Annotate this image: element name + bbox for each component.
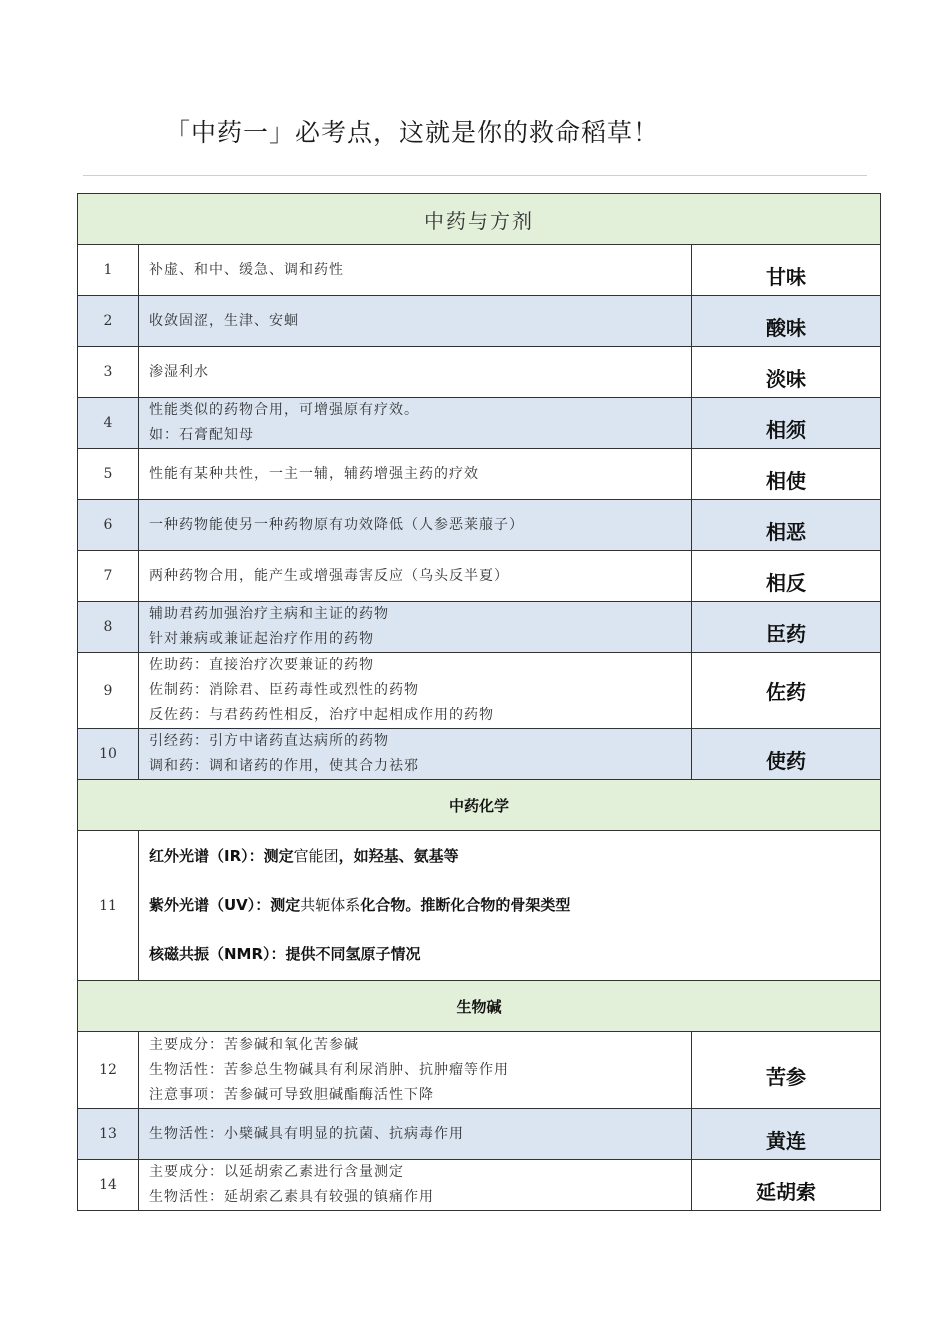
desc-line: 注意事项：苦参碱可导致胆碱酯酶活性下降 <box>149 1086 434 1103</box>
desc-line: 生物活性：小檗碱具有明显的抗菌、抗病毒作用 <box>149 1125 464 1142</box>
desc-line: 补虚、和中、缓急、调和药性 <box>149 261 344 278</box>
row-number: 6 <box>78 500 139 551</box>
row-number: 3 <box>78 347 139 398</box>
table-row <box>78 1109 881 1160</box>
row-number: 7 <box>78 551 139 602</box>
row-number: 1 <box>78 245 139 296</box>
spec-part: 化合物。推断化合物的骨架类型 <box>360 896 571 914</box>
row-number: 11 <box>78 831 139 981</box>
row-keyword: 相反 <box>692 551 881 602</box>
desc-line: 如：石膏配知母 <box>149 427 254 443</box>
spectrum-ir <box>149 832 870 881</box>
section-title: 中药与方剂 <box>78 194 881 245</box>
table-row <box>78 653 881 729</box>
row-description <box>139 1032 692 1109</box>
table-row <box>78 245 881 296</box>
table-row <box>78 831 881 981</box>
section-title: 中药化学 <box>78 780 881 831</box>
row-keyword: 臣药 <box>692 602 881 653</box>
spectra-description <box>139 831 881 981</box>
table-row <box>78 1032 881 1109</box>
row-description <box>139 653 692 729</box>
desc-line: 渗湿利水 <box>149 363 209 380</box>
table-row <box>78 551 881 602</box>
spectrum-uv <box>149 881 870 930</box>
section-header-alkaloids <box>78 981 881 1032</box>
row-keyword: 相使 <box>692 449 881 500</box>
spec-part: ，如羟基、氨基等 <box>338 847 459 865</box>
row-keyword: 延胡索 <box>692 1160 881 1211</box>
title-divider <box>83 175 867 176</box>
table-row <box>78 449 881 500</box>
row-description <box>139 296 692 347</box>
herb-table <box>77 193 881 1211</box>
row-keyword: 佐药 <box>692 653 881 729</box>
row-keyword: 甘味 <box>692 245 881 296</box>
spec-part: 核磁共振（NMR）：提供不同氢原子情况 <box>149 945 421 963</box>
desc-line: 主要成分：苦参碱和氧化苦参碱 <box>149 1036 359 1053</box>
row-description <box>139 449 692 500</box>
table-row <box>78 1160 881 1211</box>
table-row <box>78 347 881 398</box>
spec-part: 官能团 <box>293 847 339 865</box>
spectrum-nmr <box>149 930 870 979</box>
desc-line: 调和药：调和诸药的作用，使其合力祛邪 <box>149 758 419 774</box>
table-row <box>78 729 881 780</box>
row-number: 10 <box>78 729 139 780</box>
row-keyword: 淡味 <box>692 347 881 398</box>
desc-line: 性能类似的药物合用，可增强原有疗效。 <box>149 402 419 418</box>
desc-line: 生物活性：苦参总生物碱具有利尿消肿、抗肿瘤等作用 <box>149 1061 509 1078</box>
spec-part: 共轭体系 <box>300 896 361 914</box>
table-row <box>78 296 881 347</box>
row-description <box>139 1109 692 1160</box>
row-description <box>139 398 692 449</box>
row-number: 14 <box>78 1160 139 1211</box>
desc-line: 佐制药：消除君、臣药毒性或烈性的药物 <box>149 682 419 698</box>
desc-line: 两种药物合用，能产生或增强毒害反应（乌头反半夏） <box>149 567 509 584</box>
row-number: 2 <box>78 296 139 347</box>
row-keyword: 酸味 <box>692 296 881 347</box>
table-row <box>78 500 881 551</box>
row-number: 8 <box>78 602 139 653</box>
section-header-herbs <box>78 194 881 245</box>
row-keyword: 黄连 <box>692 1109 881 1160</box>
section-header-chemistry <box>78 780 881 831</box>
table-row <box>78 602 881 653</box>
row-description <box>139 551 692 602</box>
row-description <box>139 347 692 398</box>
desc-line: 针对兼病或兼证起治疗作用的药物 <box>149 631 374 647</box>
row-number: 4 <box>78 398 139 449</box>
desc-line: 性能有某种共性，一主一辅，辅药增强主药的疗效 <box>149 465 479 482</box>
row-description <box>139 729 692 780</box>
document-title: 「中药一」必考点，这就是你的救命稻草！ <box>165 118 660 147</box>
desc-line: 收敛固涩，生津、安蛔 <box>149 312 299 329</box>
row-keyword: 苦参 <box>692 1032 881 1109</box>
desc-line: 主要成分：以延胡索乙素进行含量测定 <box>149 1164 404 1180</box>
row-number: 5 <box>78 449 139 500</box>
row-description <box>139 602 692 653</box>
desc-line: 引经药：引方中诸药直达病所的药物 <box>149 733 389 749</box>
desc-line: 反佐药：与君药药性相反，治疗中起相成作用的药物 <box>149 707 494 723</box>
row-keyword: 相恶 <box>692 500 881 551</box>
row-description <box>139 500 692 551</box>
section-title: 生物碱 <box>78 981 881 1032</box>
row-description <box>139 245 692 296</box>
row-keyword: 相须 <box>692 398 881 449</box>
desc-line: 生物活性：延胡索乙素具有较强的镇痛作用 <box>149 1189 434 1205</box>
desc-line: 一种药物能使另一种药物原有功效降低（人参恶莱菔子） <box>149 516 524 533</box>
row-number: 12 <box>78 1032 139 1109</box>
desc-line: 辅助君药加强治疗主病和主证的药物 <box>149 606 389 622</box>
spec-part: 红外光谱（IR）：测定 <box>149 847 294 865</box>
table-row <box>78 398 881 449</box>
spec-part: 紫外光谱（UV）：测定 <box>149 896 301 914</box>
row-number: 13 <box>78 1109 139 1160</box>
desc-line: 佐助药：直接治疗次要兼证的药物 <box>149 657 374 673</box>
row-description <box>139 1160 692 1211</box>
row-keyword: 使药 <box>692 729 881 780</box>
row-number: 9 <box>78 653 139 729</box>
